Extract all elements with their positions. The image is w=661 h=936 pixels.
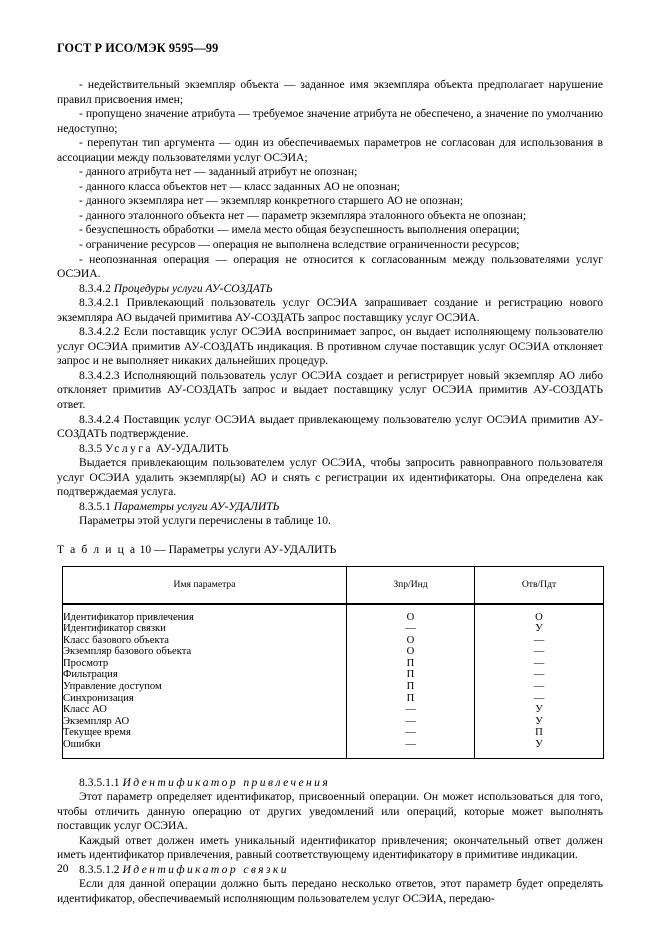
clause-number: 8.3.5	[79, 441, 103, 455]
table-row	[63, 635, 604, 647]
heading-8-3-5-1-2	[57, 863, 603, 878]
cell-response-confirm: П	[535, 727, 543, 739]
cell-request-indication: О	[347, 646, 475, 658]
clause-8-3-4-2-3: 8.3.4.2.3 Исполняющий пользователь услуг ОСЭИА создает и регистрирует новый экземпляр АО либо отклоняет примитив АУ-СОЗДАТЬ запрос и выдает поставщику услуг ОСЭИА примитив АУ-СОЗДАТЬ ответ.	[57, 368, 603, 412]
cell-response-confirm: —	[533, 669, 545, 681]
cell-response-confirm: У	[535, 739, 543, 751]
bullet-item: - неопознанная операция — операция не относится к согласованным между пользователями услуг ОСЭИА.	[57, 252, 603, 281]
cell-response-confirm: У	[535, 715, 543, 727]
clause-8-3-5-1-2-p1: Если для данной операции должно быть передано несколько ответов, этот параметр будет определять идентификатор, обеспечиваемый исполняющим пользователем услуг ОСЭИА, передаю-	[57, 877, 603, 905]
cell-request-indication: О	[347, 635, 475, 647]
body-column	[57, 78, 603, 907]
clause-title: Процедуры услуги АУ-СОЗДАТЬ	[113, 281, 273, 295]
bullet-item: - данного атрибута нет — заданный атрибут не опознан;	[79, 165, 358, 179]
table-header	[63, 566, 604, 604]
clause-8-3-4-2-2: 8.3.4.2.2 Если поставщик услуг ОСЭИА воспринимает запрос, он выдает исполняющему пользователю услуг ОСЭИА примитив АУ-СОЗДАТЬ индикация. В противном случае поставщик услуг ОСЭИА отклоняет запрос и не выполняет никаких дальнейших процедур.	[57, 325, 603, 368]
bullet-item: - данного экземпляра нет — экземпляр конкретного старшего АО не опознан;	[79, 194, 464, 208]
cell-parameter-name: Класс АО	[63, 704, 347, 716]
table-caption-rest: 10 — Параметры услуги АУ-УДАЛИТЬ	[139, 542, 337, 556]
clause-8-3-4-2-4: 8.3.4.2.4 Поставщик услуг ОСЭИА выдает привлекающему пользователю услуг ОСЭИА примитив АУ-СОЗДАТЬ подтверждение.	[57, 412, 603, 441]
table-row	[63, 658, 604, 670]
cell-response-confirm: —	[533, 692, 545, 704]
clause-title-rest: АУ-УДАЛИТЬ	[155, 441, 229, 455]
bullet-item: - ограничение ресурсов — операция не выполнена вследствие ограниченности ресурсов;	[79, 238, 520, 252]
clause-8-3-5-intro: Выдается привлекающим пользователем услуг ОСЭИА, чтобы запросить равноправного пользователя услуг ОСЭИА удалить экземпляр(ы) АО и снять с регистрации их идентификаторы. Она определена как подтверждаемая услуга.	[57, 456, 603, 499]
spacer	[57, 759, 603, 776]
page-number: 20	[57, 862, 69, 875]
cell-parameter-name: Идентификатор привлечения	[63, 604, 347, 624]
cell-response-confirm: —	[533, 657, 545, 669]
cell-request-indication: П	[347, 681, 475, 693]
table-row	[63, 727, 604, 739]
spacer	[57, 529, 603, 543]
table-row	[63, 739, 604, 758]
table-row	[63, 623, 604, 635]
cell-request-indication: —	[347, 704, 475, 716]
bullet-item: - пропущено значение атрибута — требуемое значение атрибута не обеспечено, а значение по умолчанию недоступно;	[57, 107, 603, 135]
table-row	[63, 681, 604, 693]
cell-response-confirm: У	[535, 704, 543, 716]
cell-response-confirm: О	[535, 611, 543, 623]
bullet-item: - недействительный экземпляр объекта — заданное имя экземпляра объекта предполагает нарушение правил присвоения имен;	[57, 78, 603, 106]
cell-parameter-name: Фильтрация	[63, 669, 347, 681]
clause-number: 8.3.5.1.2	[79, 862, 120, 876]
heading-8-3-5-1-1	[57, 776, 603, 791]
cell-request-indication: О	[347, 604, 475, 624]
table-header-row	[63, 566, 604, 604]
bullet-item: - данного класса объектов нет — класс заданных АО не опознан;	[79, 179, 401, 193]
table-caption-label: Т а б л и ц а	[57, 542, 137, 556]
table-row	[63, 646, 604, 658]
cell-parameter-name: Экземпляр АО	[63, 716, 347, 728]
clause-number: 8.3.5.1	[79, 499, 111, 513]
cell-response-confirm: —	[533, 646, 545, 658]
table-caption	[57, 543, 603, 558]
clause-number: 8.3.5.1.1	[79, 775, 120, 789]
heading-8-3-5	[57, 442, 603, 457]
cell-parameter-name: Управление доступом	[63, 681, 347, 693]
running-head: ГОСТ Р ИСО/МЭК 9595—99	[57, 41, 219, 55]
clause-8-3-5-1-1-p1: Этот параметр определяет идентификатор, присвоенный операции. Он может использоваться для того, чтобы отличить данную операцию от других уведомлений или операций, которые может выполнять поставщик услуг ОСЭИА.	[57, 790, 603, 833]
table-row	[63, 716, 604, 728]
column-header-parameter-name: Имя параметра	[63, 566, 347, 604]
cell-parameter-name: Ошибки	[63, 739, 347, 758]
column-header-response-confirm: Отв/Пдт	[475, 566, 604, 604]
cell-response-confirm: —	[533, 681, 545, 693]
table-body	[63, 604, 604, 759]
cell-parameter-name: Синхронизация	[63, 693, 347, 705]
cell-request-indication: —	[347, 739, 475, 758]
cell-response-confirm: —	[533, 634, 545, 646]
cell-request-indication: П	[347, 658, 475, 670]
cell-parameter-name: Просмотр	[63, 658, 347, 670]
clause-8-3-5-1-1-p2: Каждый ответ должен иметь уникальный идентификатор привлечения; окончательный ответ должен иметь идентификатор привлечения, равный соответствующему идентификатору в примитиве индикации.	[57, 833, 603, 862]
cell-request-indication: —	[347, 623, 475, 635]
clause-8-3-4-2-1: 8.3.4.2.1 Привлекающий пользователь услуг ОСЭИА запрашивает создание и регистрацию нового экземпляра АО выдачей примитива АУ-СОЗДАТЬ запрос поставщику услуг ОСЭИА.	[57, 296, 603, 324]
table-row	[63, 693, 604, 705]
bullet-item: - перепутан тип аргумента — один из обеспечиваемых параметров не согласован для использования в ассоциации между пользователями услуг ОСЭИА;	[57, 136, 603, 164]
clause-title: Параметры услуги АУ-УДАЛИТЬ	[113, 499, 280, 513]
bullet-item: - безуспешность обработки — имела место общая безуспешность выполнения операции;	[79, 223, 520, 237]
clause-title: Идентификатор привлечения	[122, 775, 331, 789]
cell-parameter-name: Класс базового объекта	[63, 635, 347, 647]
clause-8-3-5-1-intro: Параметры этой услуги перечислены в таблице 10.	[79, 514, 331, 528]
cell-request-indication: —	[347, 727, 475, 739]
table-row	[63, 669, 604, 681]
clause-title-spaced: Услуга	[105, 441, 153, 455]
bullet-item: - данного эталонного объекта нет — параметр экземпляра эталонного объекта не опознан;	[79, 208, 527, 222]
spacer	[57, 558, 603, 566]
cell-response-confirm: У	[535, 623, 543, 635]
heading-8-3-4-2	[57, 282, 603, 297]
cell-parameter-name: Идентификатор связки	[63, 623, 347, 635]
column-header-request-indication: Зпр/Инд	[347, 566, 475, 604]
clause-title: Идентификатор связки	[122, 862, 289, 876]
cell-parameter-name: Текущее время	[63, 727, 347, 739]
cell-parameter-name: Экземпляр базового объекта	[63, 646, 347, 658]
cell-request-indication: П	[347, 669, 475, 681]
table-row	[63, 604, 604, 624]
table-10-parameters	[62, 566, 604, 759]
cell-request-indication: П	[347, 693, 475, 705]
cell-request-indication: —	[347, 716, 475, 728]
heading-8-3-5-1	[57, 500, 603, 515]
table-row	[63, 704, 604, 716]
clause-number: 8.3.4.2	[79, 281, 111, 295]
